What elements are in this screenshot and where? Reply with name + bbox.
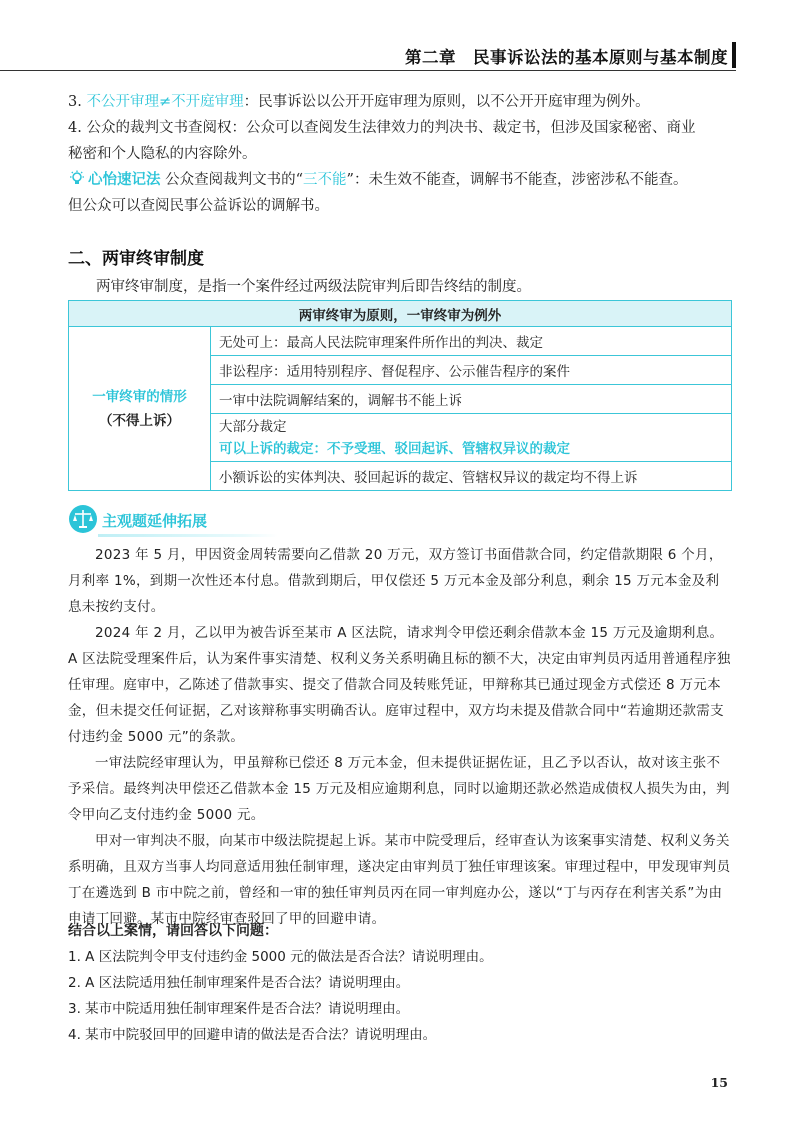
tip-text-b: ”：未生效不能查，调解书不能查，涉密涉私不能查。 <box>346 172 688 188</box>
running-header <box>0 36 800 80</box>
page-number: 15 <box>710 1075 728 1090</box>
item-3-num: 3. <box>68 94 87 110</box>
table-row <box>211 414 732 462</box>
section-heading: 二、两审终审制度 <box>68 249 204 269</box>
extension-banner <box>68 500 328 544</box>
item-3 <box>68 89 732 115</box>
case-para-1: 2023 年 5 月，甲因资金周转需要向乙借款 20 万元，双方签订书面借款合同，约定借款期限 6 个月，月利率 1%，到期一次性还本付息。借款到期后，甲仅偿还 5 万元本金及部分利息，剩余 15 万元本金及利息未按约支付。 <box>68 547 723 615</box>
item-4-line1: 4. 公众的裁判文书查阅权：公众可以查阅发生法律效力的判决书、裁定书，但涉及国家秘密、商业 <box>68 120 696 136</box>
chapter-title: 第二章 民事诉讼法的基本原则与基本制度 <box>405 48 728 67</box>
item-3-rest: ：民事诉讼以公开开庭审理为原则，以不公开开庭审理为例外。 <box>243 94 650 110</box>
section-intro: 两审终审制度，是指一个案件经过两级法院审判后即告终结的制度。 <box>96 279 531 295</box>
rules-table <box>68 300 732 491</box>
banner-title: 主观题延伸拓展 <box>102 512 208 530</box>
memory-tip <box>68 167 732 219</box>
question-item: 3. 某市中院适用独任制审理案件是否合法？请说明理由。 <box>68 1001 410 1017</box>
table-row: 无处可上：最高人民法院审理案件所作出的判决、裁定 <box>211 327 732 356</box>
scales-icon <box>68 504 98 534</box>
case-para-2: 2024 年 2 月，乙以甲为被告诉至某市 A 区法院，请求判令甲偿还剩余借款本金 15 万元及逾期利息。A 区法院受理案件后，认为案件事实清楚、权利义务关系明确且标的额不大，决定由审判员丙适用普通程序独任审理。庭审中，乙陈述了借款事实、提交了借款合同及转账凭证，甲辩称其已通过现金方式偿还 8 万元本金，但未提交任何证据，乙对该辩称事实明确否认。庭审过程中，双方均未提及借款合同中“若逾期还款需支付违约金 5000 元”的条款。 <box>68 625 731 745</box>
case-para-3: 一审法院经审理认为，甲虽辩称已偿还 8 万元本金，但未提供证据佐证，且乙予以否认，故对该主张不予采信。最终判决甲偿还乙借款本金 15 万元及相应逾期利息，同时以逾期还款必然造成债权人损失为由，判令甲向乙支付违约金 5000 元。 <box>68 755 730 823</box>
banner-underline <box>98 534 278 537</box>
item-4-line2: 秘密和个人隐私的内容除外。 <box>68 146 257 162</box>
tip-highlight: 三不能 <box>303 172 347 188</box>
questions-heading: 结合以上案情，请回答以下问题： <box>68 923 278 939</box>
table-left-label: 一审终审的情形 <box>92 388 187 405</box>
table-row: 一审中法院调解结案的，调解书不能上诉 <box>211 385 732 414</box>
tip-text-a: 公众查阅裁判文书的“ <box>160 172 304 188</box>
table-row: 非讼程序：适用特别程序、督促程序、公示催告程序的案件 <box>211 356 732 385</box>
item-4 <box>68 115 732 167</box>
question-item: 1. A 区法院判令甲支付违约金 5000 元的做法是否合法？请说明理由。 <box>68 949 493 965</box>
header-rule <box>0 70 736 71</box>
table-row-line: 大部分裁定 <box>219 418 287 435</box>
header-bar <box>732 42 736 68</box>
lightbulb-icon <box>68 170 86 186</box>
question-item: 4. 某市中院驳回甲的回避申请的做法是否合法？请说明理由。 <box>68 1027 437 1043</box>
table-header: 两审终审为原则，一审终审为例外 <box>69 301 732 327</box>
item-3-highlight: 不公开审理≠不开庭审理 <box>86 94 244 110</box>
case-para-4: 甲对一审判决不服，向某市中级法院提起上诉。某市中院受理后，经审查认为该案事实清楚、权利义务关系明确，且双方当事人均同意适用独任制审理，遂决定由审判员丁独任审理该案。审理过程中，甲发现审判员丁在遴选到 B 市中院之前，曾经和一审的独任审判员丙在同一审判庭办公，遂以“丁与丙存在利害关系”为由申请丁回避。某市中院经审查驳回了甲的回避申请。 <box>68 833 731 927</box>
tip-line2: 但公众可以查阅民事公益诉讼的调解书。 <box>68 198 329 214</box>
table-row-highlight: 可以上诉的裁定：不予受理、驳回起诉、管辖权异议的裁定 <box>219 440 570 457</box>
question-item: 2. A 区法院适用独任制审理案件是否合法？请说明理由。 <box>68 975 410 991</box>
tip-label: 心怡速记法 <box>88 171 161 188</box>
table-left-cell <box>69 327 211 491</box>
table-left-sub: （不得上诉） <box>99 412 180 429</box>
table-row: 小额诉讼的实体判决、驳回起诉的裁定、管辖权异议的裁定均不得上诉 <box>211 462 732 491</box>
